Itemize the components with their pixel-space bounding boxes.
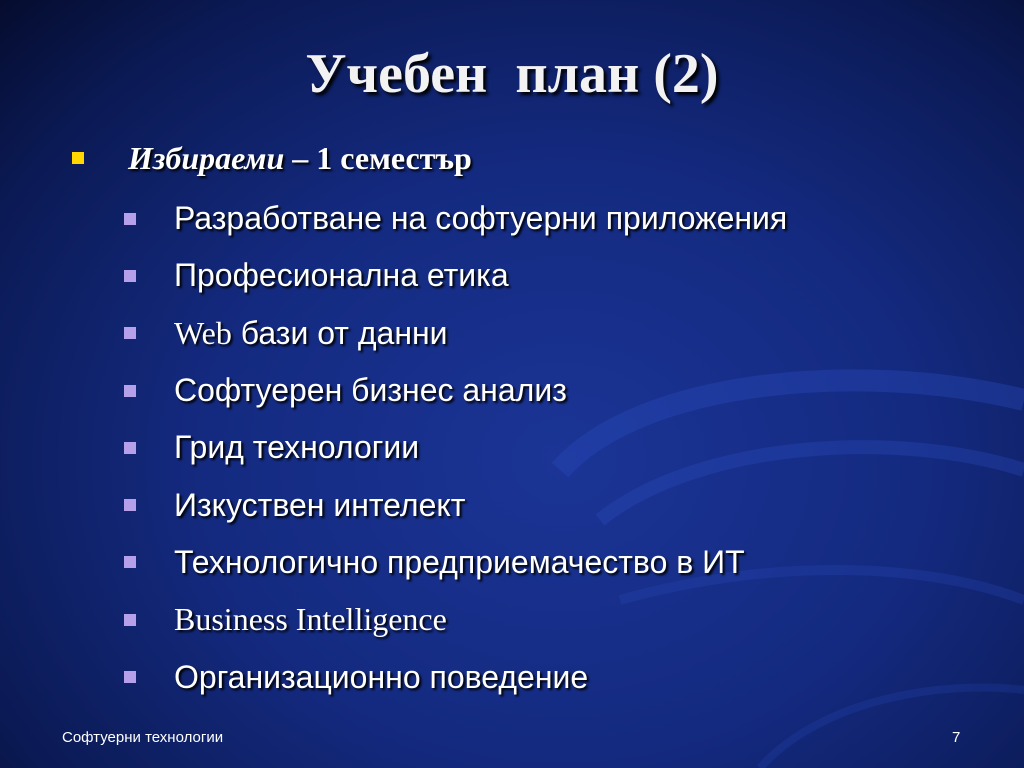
list-item-text: Софтуерен бизнес анализ [174,372,567,409]
heading-text [128,140,472,177]
list-item-text: Професионална етика [174,257,509,294]
heading-rest: – 1 семестър [284,139,472,176]
list-item [124,534,787,591]
square-bullet-icon [124,327,136,339]
list-item [124,419,787,476]
page-number: 7 [952,729,961,746]
list-item [124,476,787,533]
square-bullet-icon [124,499,136,511]
list-item-serif-text: Web [174,314,232,351]
list-item [124,591,787,648]
square-bullet-icon [124,671,136,683]
list-item-text: Изкуствен интелект [174,486,466,523]
square-bullet-icon [124,213,136,225]
list-item [124,362,787,419]
list-item-text: Технологично предприемачество в ИТ [174,543,745,580]
list-item [124,190,787,247]
elective-course-list [124,190,787,706]
list-item-text: Разработване на софтуерни приложения [174,200,788,237]
list-item-text: Грид технологии [174,429,420,466]
list-item [124,305,787,362]
slide-title: Учебен план (2) [305,43,719,105]
square-bullet-icon [124,614,136,626]
square-bullet-icon [72,152,84,164]
square-bullet-icon [124,556,136,568]
heading-emphasis: Избираеми [128,139,285,176]
square-bullet-icon [124,442,136,454]
list-item [124,648,787,705]
list-item-text: бази от данни [231,314,448,351]
list-item [124,247,787,304]
list-item-serif-text: Business Intelligence [174,601,447,638]
list-item-text: Организационно поведение [174,658,589,695]
square-bullet-icon [124,385,136,397]
footer-text: Софтуерни технологии [62,729,224,746]
heading-bullet-item [72,136,472,180]
square-bullet-icon [124,270,136,282]
